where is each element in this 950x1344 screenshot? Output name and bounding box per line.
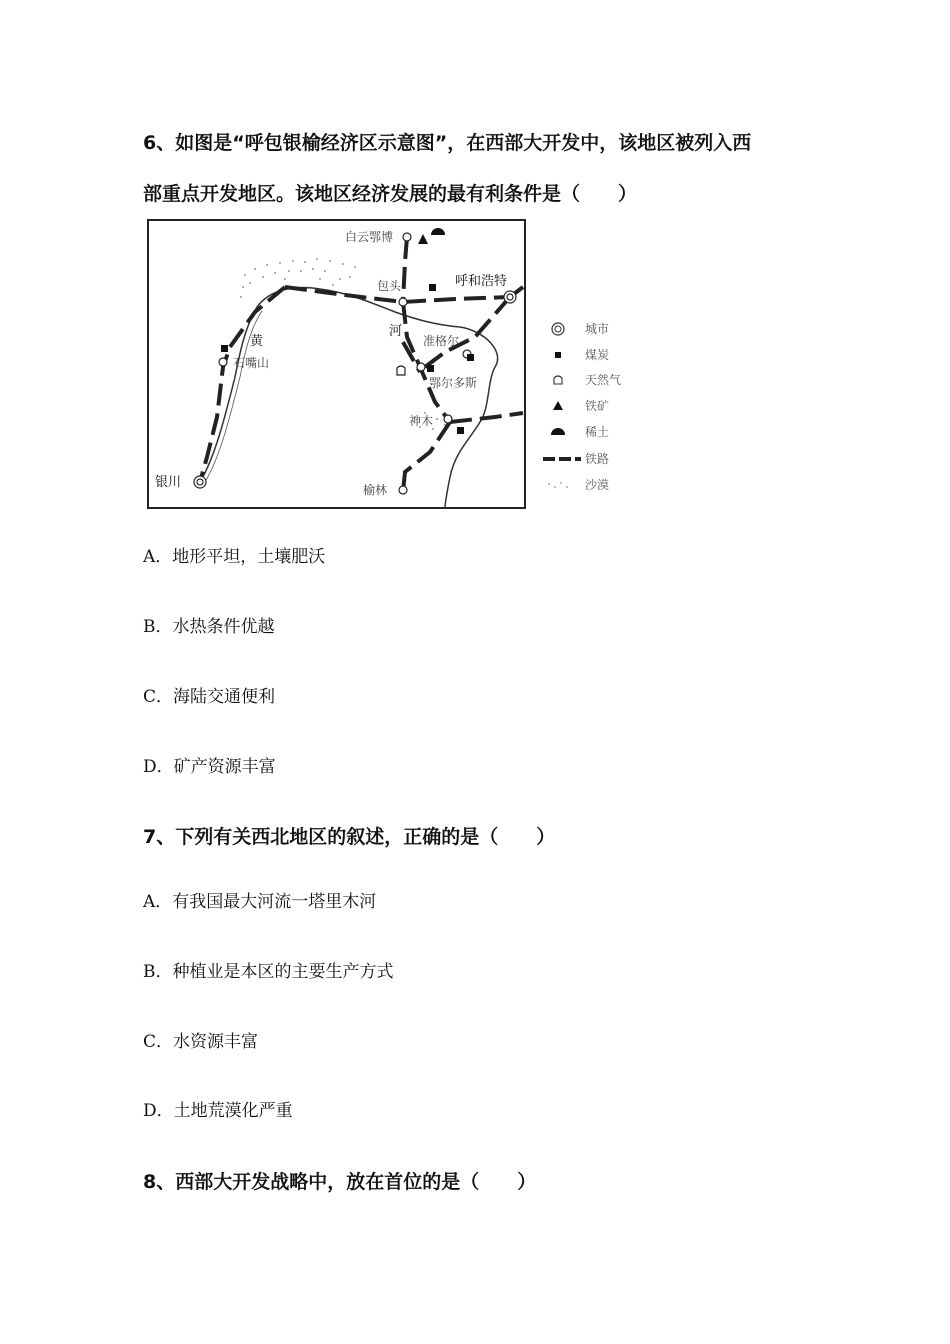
legend-label-desert: 沙漠 <box>585 478 610 492</box>
label-zhungeer: 准格尔 <box>423 334 460 348</box>
coal-symbol-icon <box>555 352 561 358</box>
question-6-option-d: D．矿产资源丰富 <box>143 757 276 777</box>
label-river-2: 河 <box>389 324 403 339</box>
iron-ore-marker <box>418 234 428 244</box>
desert-area <box>240 258 448 430</box>
question-7-option-a: A．有我国最大河流一塔里木河 <box>143 892 377 912</box>
economic-zone-map <box>145 217 635 512</box>
legend-label-coal: 煤炭 <box>585 348 610 362</box>
iron-ore-symbol-icon <box>553 401 563 410</box>
question-7-stem: 7、下列有关西北地区的叙述，正确的是（ ） <box>143 826 556 848</box>
city-yinchuan-inner <box>197 479 203 485</box>
label-yulin: 榆林 <box>363 483 388 497</box>
rare-earth-symbol-icon <box>551 428 565 435</box>
city-baotou-marker <box>399 298 407 306</box>
question-6-stem-line-1: 6、如图是“呼包银榆经济区示意图”，在西部大开发中，该地区被列入西 <box>143 132 752 154</box>
label-yinchuan: 银川 <box>155 475 182 490</box>
label-river-1: 黄 <box>250 334 264 349</box>
question-6-option-c: C．海陆交通便利 <box>143 687 276 707</box>
city-yulin-marker <box>399 486 407 494</box>
question-7-option-d: D．土地荒漠化严重 <box>143 1101 293 1121</box>
question-6-option-a: A．地形平坦，土壤肥沃 <box>143 547 326 567</box>
legend-label-city: 城市 <box>585 322 610 336</box>
city-ordos-marker <box>417 363 425 371</box>
label-ordos: 鄂尔多斯 <box>429 376 478 390</box>
legend-label-natural-gas: 天然气 <box>585 373 622 387</box>
label-hohhot: 呼和浩特 <box>455 274 508 289</box>
legend-label-rare-earth: 稀土 <box>585 425 610 439</box>
city-hohhot-inner <box>507 294 513 300</box>
question-6-stem-line-2: 部重点开发地区。该地区经济发展的最有利条件是（ ） <box>143 183 638 205</box>
label-baotou: 包头 <box>377 279 402 293</box>
legend-label-iron-ore: 铁矿 <box>585 399 610 413</box>
rare-earth-marker <box>431 228 445 235</box>
city-shizuishan-marker <box>219 358 227 366</box>
natural-gas-marker <box>397 366 405 375</box>
question-7-option-c: C．水资源丰富 <box>143 1032 259 1052</box>
desert-symbol-icon <box>548 482 568 488</box>
natural-gas-symbol-icon <box>554 376 562 384</box>
label-shenmu: 神木 <box>409 414 434 428</box>
legend-label-railway: 铁路 <box>585 452 610 466</box>
city-shenmu-marker <box>444 415 452 423</box>
question-7-option-b: B．种植业是本区的主要生产方式 <box>143 962 394 982</box>
city-baiyunebo-marker <box>403 233 411 241</box>
question-8-stem: 8、西部大开发战略中，放在首位的是（ ） <box>143 1171 537 1193</box>
label-baiyunebo: 白云鄂博 <box>345 230 394 244</box>
question-6-option-b: B．水热条件优越 <box>143 617 275 637</box>
label-shizuishan: 石嘴山 <box>233 356 270 370</box>
map-legend <box>543 322 621 492</box>
map-frame <box>148 220 525 508</box>
yellow-river <box>200 288 498 508</box>
